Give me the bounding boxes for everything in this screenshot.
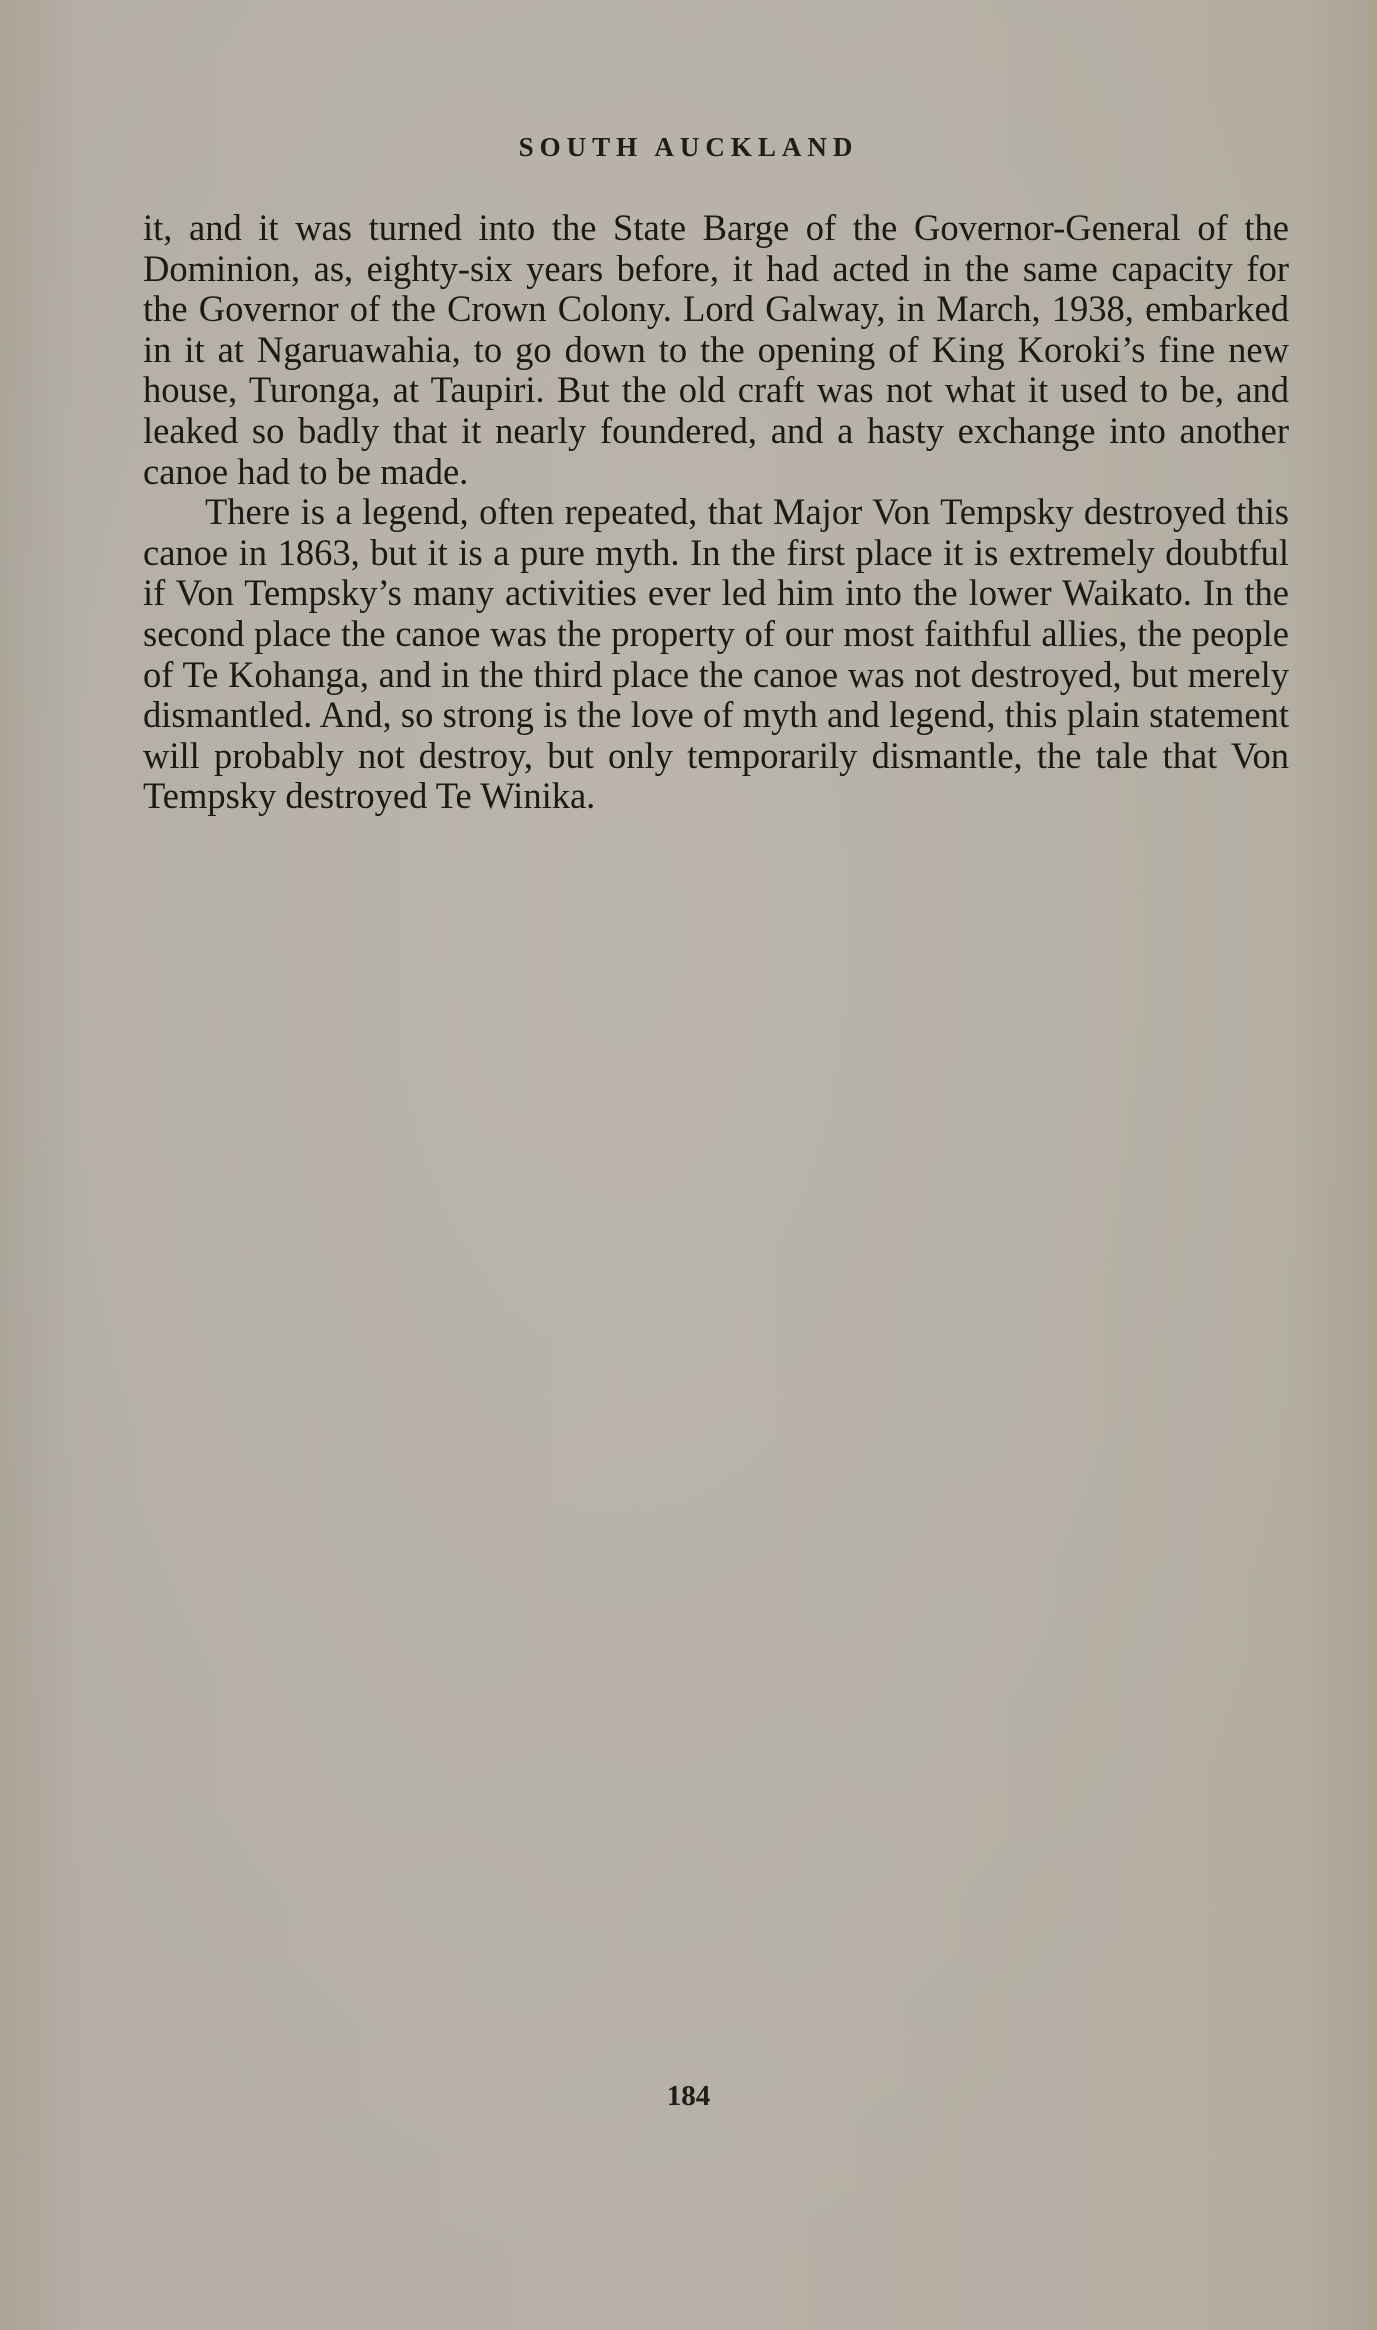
- running-head: SOUTH AUCKLAND: [518, 132, 859, 162]
- page-number: 184: [666, 2080, 711, 2112]
- body-text: [143, 208, 1289, 817]
- paragraph-legend: There is a legend, often repeated, that Major Von Tempsky destroyed this canoe in 1863, but it is a pure myth. In the first place it is extremely doubtful if Von Tempsky’s many activities ever led him into the lower Waikato. In the second place the canoe was the property of our most faithful allies, the people of Te Kohanga, and in the third place the canoe was not destroyed, but merely dismantled. And, so strong is the love of myth and legend, this plain statement will probably not destroy, but only temporarily dismantle, the tale that Von Tempsky destroyed Te Winika.: [143, 491, 1289, 817]
- paragraph-continuation: it, and it was turned into the State Barge of the Governor-General of the Dominion, as, eighty-six years before, it had acted in the same capacity for the Governor of the Crown Colony. Lord Galway, in March, 1938, embarked in it at Ngaruawahia, to go down to the opening of King Koroki’s fine new house, Turonga, at Taupiri. But the old craft was not what it used to be, and leaked so badly that it nearly foundered, and a hasty exchange into another canoe had to be made.: [143, 207, 1289, 492]
- page-edge-shadow: [1359, 0, 1377, 2330]
